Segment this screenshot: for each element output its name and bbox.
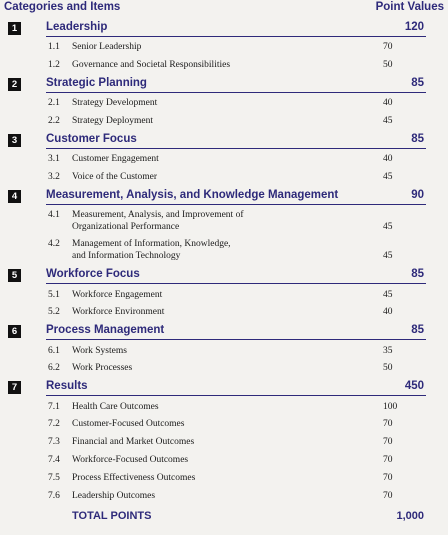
item-label: Process Effectiveness Outcomes: [72, 473, 196, 483]
category-row-workforce-focus: [0, 267, 448, 285]
item-number: 7.2: [48, 419, 60, 429]
category-rule: [46, 148, 426, 149]
item-label: Customer-Focused Outcomes: [72, 419, 185, 429]
item-number: 7.1: [48, 402, 60, 412]
total-label: TOTAL POINTS: [72, 510, 152, 522]
item-label-line: Management of Information, Knowledge,: [72, 239, 231, 249]
item-label: Senior Leadership: [72, 42, 142, 52]
point-values-header: Point Values: [375, 1, 444, 13]
item-number: 4.2: [48, 239, 60, 249]
category-number: 2: [8, 78, 21, 91]
category-title: Customer Focus: [46, 133, 137, 145]
item-points: 70: [383, 491, 393, 501]
item-label-line: Organizational Performance: [72, 222, 180, 232]
category-rule: [46, 204, 426, 205]
category-rule: [46, 395, 426, 396]
item-label: Voice of the Customer: [72, 172, 158, 182]
category-row-strategic-planning: [0, 76, 448, 94]
item-points: 45: [383, 251, 393, 261]
category-points: 90: [411, 189, 424, 201]
category-points: 120: [404, 21, 424, 33]
item-points: 100: [383, 402, 398, 412]
item-number: 5.2: [48, 307, 60, 317]
item-number: 6.2: [48, 363, 60, 373]
item-label: Customer Engagement: [72, 154, 159, 164]
category-rule: [46, 92, 426, 93]
item-number: 3.2: [48, 172, 60, 182]
item-label: Strategy Deployment: [72, 116, 153, 126]
item-number: 2.2: [48, 116, 60, 126]
category-rule: [46, 36, 426, 37]
item-number: 4.1: [48, 210, 60, 220]
category-title: Leadership: [46, 21, 108, 33]
category-number: 4: [8, 190, 21, 203]
total-points: 1,000: [396, 510, 424, 522]
category-title: Measurement, Analysis, and Knowledge Management: [46, 189, 339, 201]
item-label: Workforce Environment: [72, 307, 165, 317]
category-rule: [46, 339, 426, 340]
item-label: Work Processes: [72, 363, 133, 373]
item-number: 7.4: [48, 455, 60, 465]
category-points: 85: [411, 133, 424, 145]
category-rule: [46, 283, 426, 284]
category-points: 85: [411, 268, 424, 280]
category-title: Results: [46, 380, 88, 392]
category-number: 6: [8, 325, 21, 338]
category-title: Strategic Planning: [46, 77, 147, 89]
item-label: [72, 238, 292, 262]
item-points: 50: [383, 60, 393, 70]
item-number: 7.3: [48, 437, 60, 447]
item-points: 70: [383, 42, 393, 52]
category-title: Process Management: [46, 324, 165, 336]
category-points: 85: [411, 77, 424, 89]
item-points: 45: [383, 290, 393, 300]
item-number: 5.1: [48, 290, 60, 300]
item-points: 50: [383, 363, 393, 373]
item-number: 1.1: [48, 42, 60, 52]
item-number: 7.5: [48, 473, 60, 483]
category-row-measurement: [0, 188, 448, 206]
item-points: 40: [383, 307, 393, 317]
item-label: Strategy Development: [72, 98, 158, 108]
item-points: 70: [383, 473, 393, 483]
item-number: 2.1: [48, 98, 60, 108]
item-number: 1.2: [48, 60, 60, 70]
item-points: 45: [383, 222, 393, 232]
item-number: 3.1: [48, 154, 60, 164]
category-row-customer-focus: [0, 132, 448, 150]
item-points: 40: [383, 154, 393, 164]
category-row-process-management: [0, 323, 448, 341]
category-points: 85: [411, 324, 424, 336]
total-row: [0, 508, 448, 526]
item-label: Workforce-Focused Outcomes: [72, 455, 189, 465]
table-header: [0, 0, 448, 18]
item-label: Work Systems: [72, 346, 127, 356]
item-points: 45: [383, 116, 393, 126]
item-points: 70: [383, 437, 393, 447]
category-number: 7: [8, 381, 21, 394]
category-points: 450: [404, 380, 424, 392]
item-points: 45: [383, 172, 393, 182]
item-points: 35: [383, 346, 393, 356]
item-number: 7.6: [48, 491, 60, 501]
item-label: [72, 209, 292, 233]
item-label: Financial and Market Outcomes: [72, 437, 195, 447]
item-label-line: and Information Technology: [72, 251, 181, 261]
item-label: Governance and Societal Responsibilities: [72, 60, 231, 70]
item-number: 6.1: [48, 346, 60, 356]
categories-header: Categories and Items: [4, 1, 121, 13]
item-points: 40: [383, 98, 393, 108]
category-row-results: [0, 379, 448, 397]
category-number: 3: [8, 134, 21, 147]
item-label-line: Measurement, Analysis, and Improvement of: [72, 210, 244, 220]
item-label: Leadership Outcomes: [72, 491, 156, 501]
item-label: Workforce Engagement: [72, 290, 163, 300]
category-row-leadership: [0, 20, 448, 38]
item-label: Health Care Outcomes: [72, 402, 159, 412]
category-number: 5: [8, 269, 21, 282]
item-points: 70: [383, 419, 393, 429]
item-points: 70: [383, 455, 393, 465]
category-number: 1: [8, 22, 21, 35]
category-title: Workforce Focus: [46, 268, 140, 280]
